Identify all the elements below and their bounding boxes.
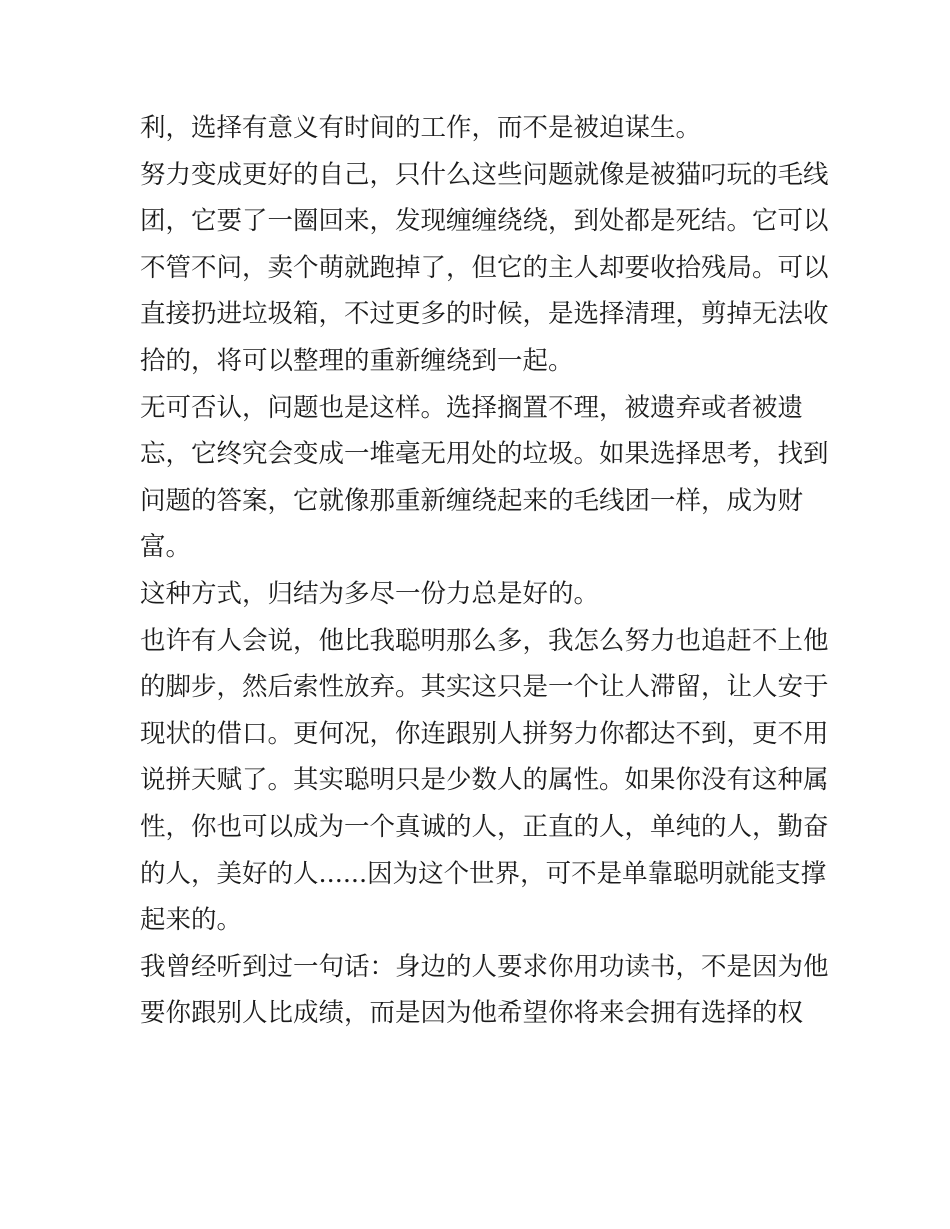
text-line: 现状的借口。更何况，你连跟别人拼努力你都达不到，更不用 <box>140 718 829 749</box>
text-line: 也许有人会说，他比我聪明那么多，我怎么努力也追赶不上他 <box>140 625 829 656</box>
paragraph <box>140 944 829 1037</box>
text-line: 努力变成更好的自己，只什么这些问题就像是被猫叼玩的毛线 <box>140 159 829 190</box>
text-line: 拾的，将可以整理的重新缠绕到一起。 <box>140 345 574 376</box>
text-line: 的脚步，然后索性放弃。其实这只是一个让人滞留，让人安于 <box>140 672 829 703</box>
paragraph <box>140 105 812 152</box>
text-line: 忘，它终究会变成一堆毫无用处的垃圾。如果选择思考，找到 <box>140 439 829 470</box>
text-line: 说拼天赋了。其实聪明只是少数人的属性。如果你没有这种属 <box>140 765 829 796</box>
text-line: 起来的。 <box>140 905 243 936</box>
paragraph <box>140 571 812 618</box>
text-line: 的人，美好的人......因为这个世界，可不是单靠聪明就能支撑 <box>140 858 827 889</box>
text-line: 这种方式，归结为多尽一份力总是好的。 <box>140 578 600 609</box>
paragraph <box>140 618 829 944</box>
text-line: 利，选择有意义有时间的工作，而不是被迫谋生。 <box>140 113 702 143</box>
text-line: 要你跟别人比成绩，而是因为他希望你将来会拥有选择的权 <box>140 998 804 1029</box>
text-line: 不管不问，卖个萌就跑掉了，但它的主人却要收拾残局。可以 <box>140 252 829 283</box>
text-line: 问题的答案，它就像那重新缠绕起来的毛线团一样，成为财 <box>140 485 804 516</box>
text-line: 我曾经听到过一句话：身边的人要求你用功读书，不是因为他 <box>140 951 829 982</box>
document-body <box>140 105 829 1037</box>
text-line: 直接扔进垃圾箱，不过更多的时候，是选择清理，剪掉无法收 <box>140 299 829 330</box>
text-line: 无可否认，问题也是这样。选择搁置不理，被遗弃或者被遗 <box>140 392 804 423</box>
paragraph <box>140 152 829 385</box>
text-line: 富。 <box>140 532 192 563</box>
text-line: 性，你也可以成为一个真诚的人，正直的人，单纯的人，勤奋 <box>140 811 829 842</box>
text-line: 团，它要了一圈回来，发现缠缠绕绕，到处都是死结。它可以 <box>140 206 829 237</box>
paragraph <box>140 385 829 571</box>
